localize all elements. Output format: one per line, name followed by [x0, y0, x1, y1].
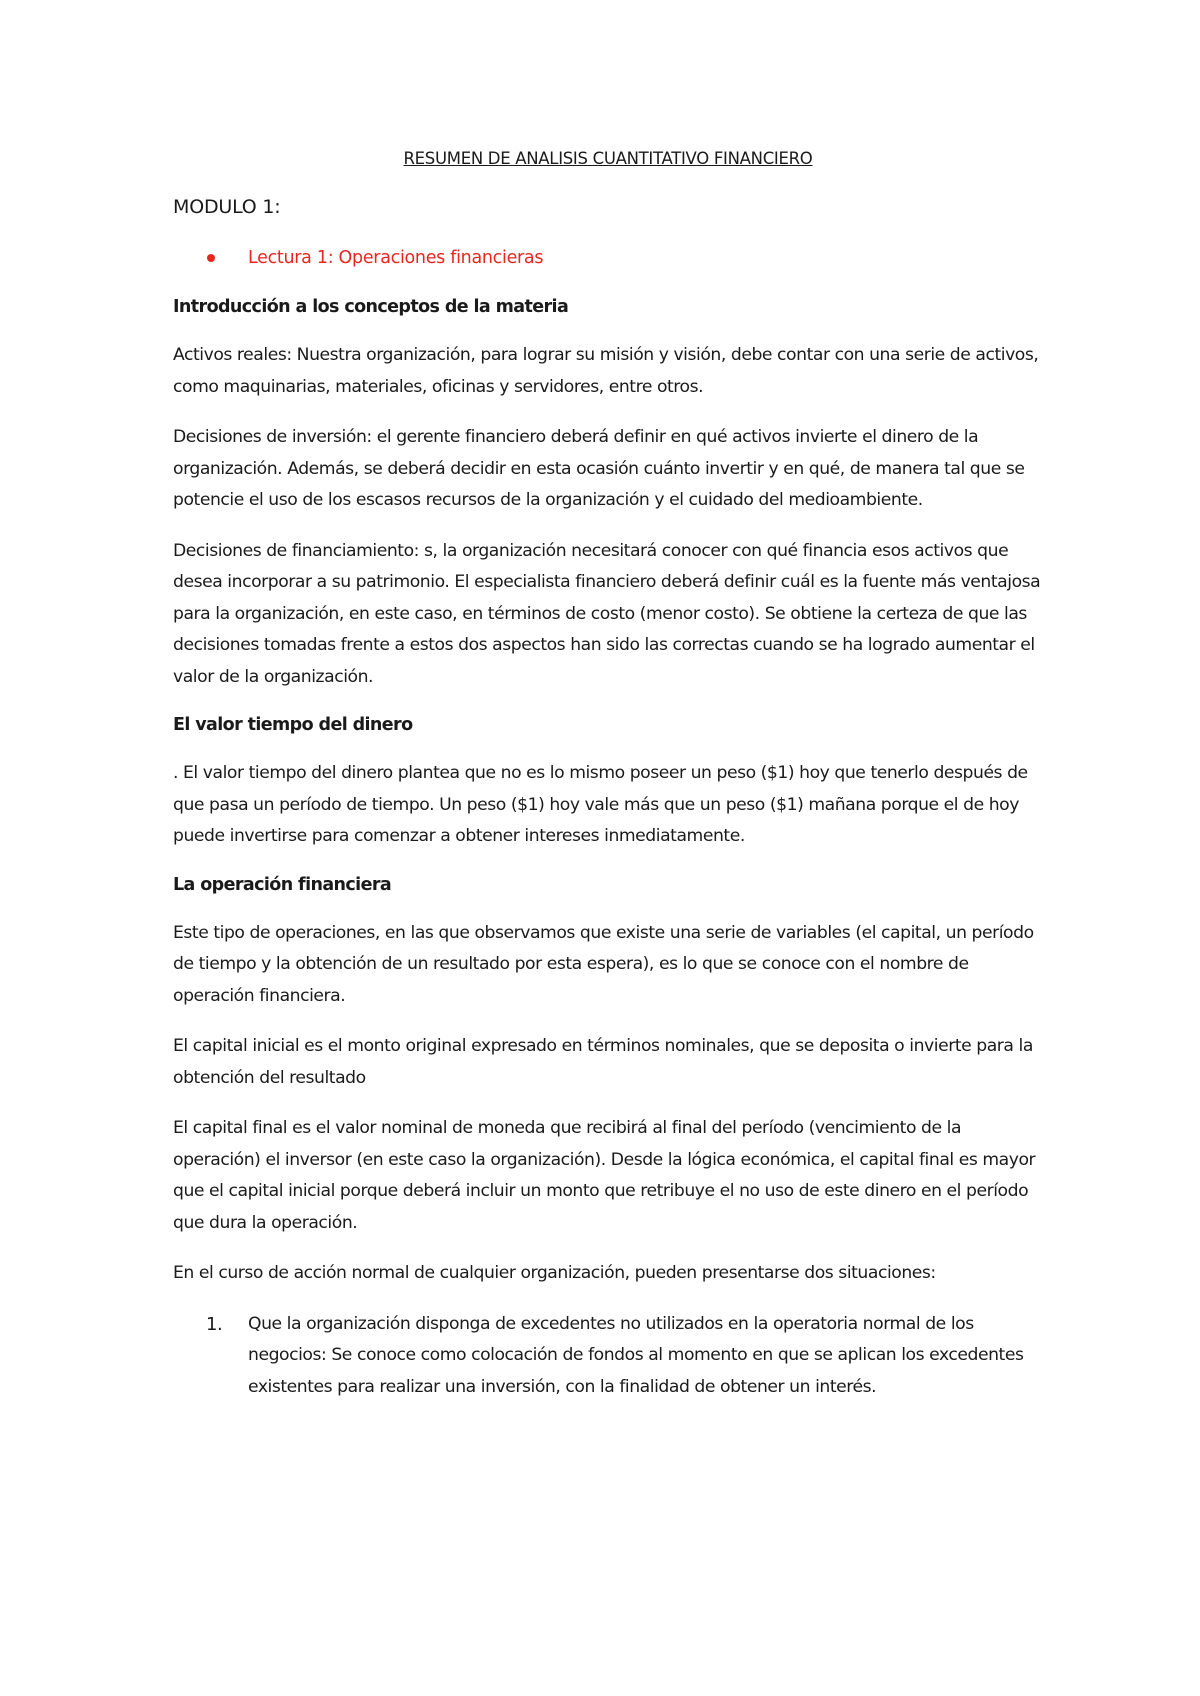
paragraph-time-value: . El valor tiempo del dinero plantea que no es lo mismo poseer un peso ($1) hoy que tenerlo después de que pasa un período de tiempo. Un peso ($1) hoy vale más que un peso ($1) mañana porque el de hoy puede invertirse para comenzar a obtener intereses inmediatamente. [173, 763, 1028, 846]
paragraph-activos-reales: Activos reales: Nuestra organización, para lograr su misión y visión, debe contar con una serie de activos, como maquinarias, materiales, oficinas y servidores, entre otros. [173, 345, 1039, 397]
lecture-bullet-item [173, 246, 1043, 270]
paragraph-capital-inicial: El capital inicial es el monto original expresado en términos nominales, que se deposita o invierte para la obtención del resultado [173, 1036, 1033, 1088]
bullet-dot-icon [207, 254, 215, 262]
paragraph-two-situations: En el curso de acción normal de cualquier organización, pueden presentarse dos situaciones: [173, 1263, 936, 1283]
section-heading-time-value: El valor tiempo del dinero [173, 715, 413, 735]
paragraph-decisiones-financiamiento: Decisiones de financiamiento: s, la organización necesitará conocer con qué financia esos activos que desea incorporar a su patrimonio. El especialista financiero deberá definir cuál es la fuente más ventajosa para la organización, en este caso, en términos de costo (menor costo). Se obtiene la certeza de que las decisiones tomadas frente a estos dos aspectos han sido las correctas cuando se ha logrado aumentar el valor de la organización. [173, 540, 1041, 687]
list-item-text: Que la organización disponga de excedentes no utilizados en la operatoria normal de los negocios: Se conoce como colocación de fondos al momento en que se aplican los excedentes existentes para realizar una inversión, con la finalidad de obtener un interés. [248, 1313, 1024, 1397]
paragraph-capital-final: El capital final es el valor nominal de moneda que recibirá al final del período (vencimiento de la operación) el inversor (en este caso la organización). Desde la lógica económica, el capital final es mayor que el capital inicial porque deberá incluir un monto que retribuye el no uso de este dinero en el período que dura la operación. [173, 1118, 1036, 1233]
paragraph-decisiones-inversion: Decisiones de inversión: el gerente financiero deberá definir en qué activos invierte el dinero de la organización. Además, se deberá decidir en esta ocasión cuánto invertir y en qué, de manera tal que se potencie el uso de los escasos recursos de la organización y el cuidado del medioambiente. [173, 427, 1025, 510]
list-item-number: 1. [206, 1313, 223, 1335]
document-page [173, 148, 1043, 1403]
numbered-list-item [173, 1309, 1043, 1404]
section-heading-intro: Introducción a los conceptos de la materia [173, 297, 569, 317]
lecture-title: Lectura 1: Operaciones financieras [248, 248, 544, 268]
section-heading-operation: La operación financiera [173, 874, 392, 895]
document-title: RESUMEN DE ANALISIS CUANTITATIVO FINANCIERO [403, 149, 813, 168]
module-title: MODULO 1: [173, 196, 281, 218]
paragraph-operation-definition: Este tipo de operaciones, en las que observamos que existe una serie de variables (el capital, un período de tiempo y la obtención de un resultado por esta espera), es lo que se conoce con el nombre de operación financiera. [173, 922, 1034, 1006]
